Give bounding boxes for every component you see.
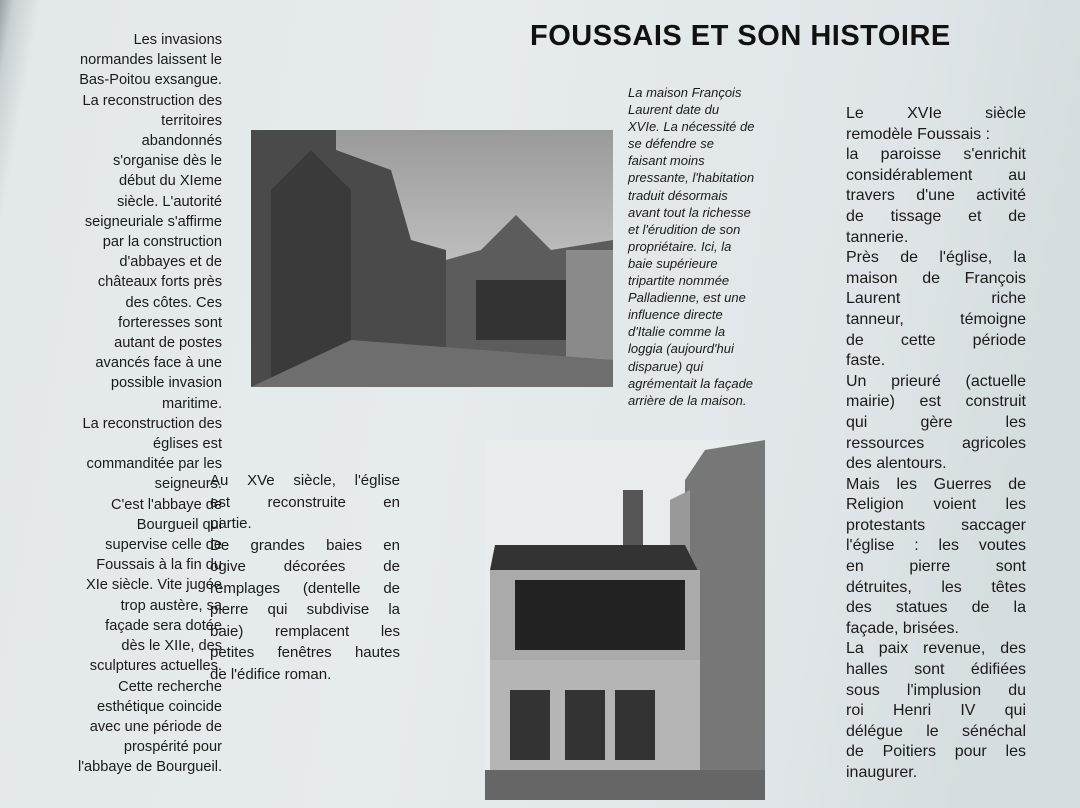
text-line: Mais les Guerres de	[846, 475, 1026, 493]
caption-line: d'Italie comme la	[628, 324, 726, 340]
text-line: tannerie.	[846, 228, 909, 246]
panel-title: FOUSSAIS ET SON HISTOIRE	[530, 20, 951, 52]
caption-line: disparue) qui	[628, 358, 704, 374]
church-street-photo	[251, 130, 613, 387]
text-line: Foussais à la fin du	[96, 557, 222, 574]
text-line: commanditée par les	[86, 456, 222, 473]
text-line: pierre qui subdivise la	[210, 601, 400, 618]
text-line: considérablement au	[846, 166, 1026, 184]
text-line: la paroisse s'enrichit	[846, 146, 1026, 164]
text-line: inaugurer.	[846, 764, 918, 781]
text-line: Au XVe siècle, l'église	[210, 472, 400, 489]
text-line: prospérité pour	[123, 739, 222, 756]
courtyard-engraving	[485, 440, 765, 800]
right-text-column	[846, 104, 1026, 784]
text-line: seigneuriale s'affirme	[84, 213, 222, 230]
caption-line: Laurent date du	[628, 102, 720, 118]
text-line: de l'édifice roman.	[210, 665, 332, 683]
text-line: La reconstruction des	[82, 415, 222, 432]
text-line: par la construction	[102, 234, 222, 251]
text-line: délégue le sénéchal	[846, 722, 1026, 740]
text-line: Près de l'église, la	[846, 249, 1026, 267]
text-line: façade sera dotée	[105, 617, 222, 634]
caption-line: faisant moins	[628, 153, 705, 169]
caption-line: Palladienne, est une	[628, 290, 746, 306]
text-line: détruites, les têtes	[846, 578, 1026, 596]
caption-line: avant tout la richesse	[628, 204, 751, 220]
text-line: l'église : les voutes	[846, 537, 1026, 555]
text-line: C'est l'abbaye de	[110, 496, 222, 513]
text-line: forteresses sont	[118, 314, 222, 331]
caption-line: et l'érudition de son	[628, 221, 741, 237]
caption-line: se défendre se	[628, 136, 715, 152]
text-line: faste.	[846, 352, 886, 370]
text-line: siècle. L'autorité	[117, 193, 222, 210]
text-line: ogive décorées de	[210, 558, 400, 575]
text-line: supervise celle de	[105, 537, 222, 554]
text-line: des côtes. Ces	[125, 294, 222, 311]
text-line: châteaux forts près	[97, 274, 222, 291]
text-line: tanneur, témoigne	[846, 310, 1026, 328]
text-line: s'organise dès le	[112, 153, 222, 170]
caption-line: pressante, l'habitation	[628, 170, 755, 186]
text-line: Cette recherche	[118, 678, 222, 695]
caption-line: traduit désormais	[628, 187, 728, 203]
text-line: seigneurs.	[154, 476, 222, 493]
caption-line: influence directe	[628, 307, 723, 323]
caption-line: propriétaire. Ici, la	[628, 238, 732, 254]
text-line: avec une période de	[89, 718, 222, 735]
text-line: ressources agricoles	[846, 434, 1026, 452]
text-line: maritime.	[162, 395, 222, 412]
text-line: églises est	[153, 436, 222, 453]
text-line: sous l'implusion du	[846, 681, 1026, 699]
text-line: territoires	[161, 112, 222, 129]
text-line: des statues de la	[846, 599, 1026, 617]
caption-line: loggia (aujourd'hui	[628, 341, 734, 357]
text-line: de tissage et de	[846, 207, 1026, 225]
text-line: dès le XIIe, des	[121, 638, 222, 655]
caption-line: agrémentait la façade	[628, 375, 754, 391]
text-line: possible invasion	[110, 375, 222, 392]
text-line: Bourgueil qui	[136, 516, 222, 533]
text-line: Laurent riche	[846, 290, 1026, 308]
caption-line: baie supérieure	[628, 255, 718, 271]
text-line: roi Henri IV qui	[846, 702, 1026, 720]
text-line: façade, brisées.	[846, 619, 959, 637]
text-line: Un prieuré (actuelle	[846, 372, 1026, 390]
text-line: début du XIeme	[118, 173, 222, 190]
text-line: autant de postes	[114, 335, 222, 352]
caption-line: tripartite nommée	[628, 273, 730, 289]
text-line: qui gère les	[846, 413, 1026, 431]
text-line: mairie) est construit	[846, 393, 1026, 411]
text-line: l'abbaye de Bourgueil.	[78, 759, 222, 776]
text-line: De grandes baies en	[210, 536, 400, 554]
caption-line: arrière de la maison.	[628, 392, 747, 408]
text-line: avancés face à une	[95, 355, 222, 372]
text-line: travers d'une activité	[846, 187, 1026, 205]
text-line: remodèle Foussais :	[846, 125, 991, 143]
caption-line: La maison François	[628, 85, 742, 100]
photo-caption	[628, 84, 778, 409]
text-line: maison de François	[846, 269, 1026, 287]
text-line: XIe siècle. Vite jugée	[85, 577, 222, 594]
text-line: trop austère, sa	[120, 597, 222, 614]
text-line: est reconstruite en	[210, 493, 400, 511]
text-line: Les invasions	[133, 32, 222, 48]
text-line: petites fenêtres hautes	[210, 644, 400, 661]
text-line: de cette période	[846, 331, 1026, 349]
text-line: Le XVIe siècle	[846, 105, 1026, 122]
text-line: partie.	[210, 515, 252, 532]
text-line: de Poitiers pour les	[846, 743, 1026, 761]
caption-line: XVIe. La nécessité de	[628, 119, 755, 135]
left-text-column	[10, 30, 222, 778]
text-line: sculptures actuelles.	[89, 658, 222, 675]
text-line: baie) remplacent les	[210, 622, 400, 640]
text-line: des alentours.	[846, 455, 947, 473]
text-line: en pierre sont	[846, 558, 1026, 576]
text-line: normandes laissent le	[80, 52, 222, 69]
text-line: Religion voient les	[846, 496, 1026, 514]
middle-text-column	[210, 470, 400, 685]
text-line: protestants saccager	[846, 516, 1026, 534]
text-line: abandonnés	[141, 133, 222, 150]
text-line: esthétique coincide	[97, 698, 222, 715]
text-line: d'abbayes et de	[119, 254, 222, 271]
text-line: Bas-Poitou exsangue.	[79, 72, 222, 89]
text-line: remplages (dentelle de	[210, 579, 400, 597]
text-line: halles sont édifiées	[846, 661, 1026, 679]
text-line: La reconstruction des	[82, 92, 222, 109]
text-line: La paix revenue, des	[846, 640, 1026, 658]
